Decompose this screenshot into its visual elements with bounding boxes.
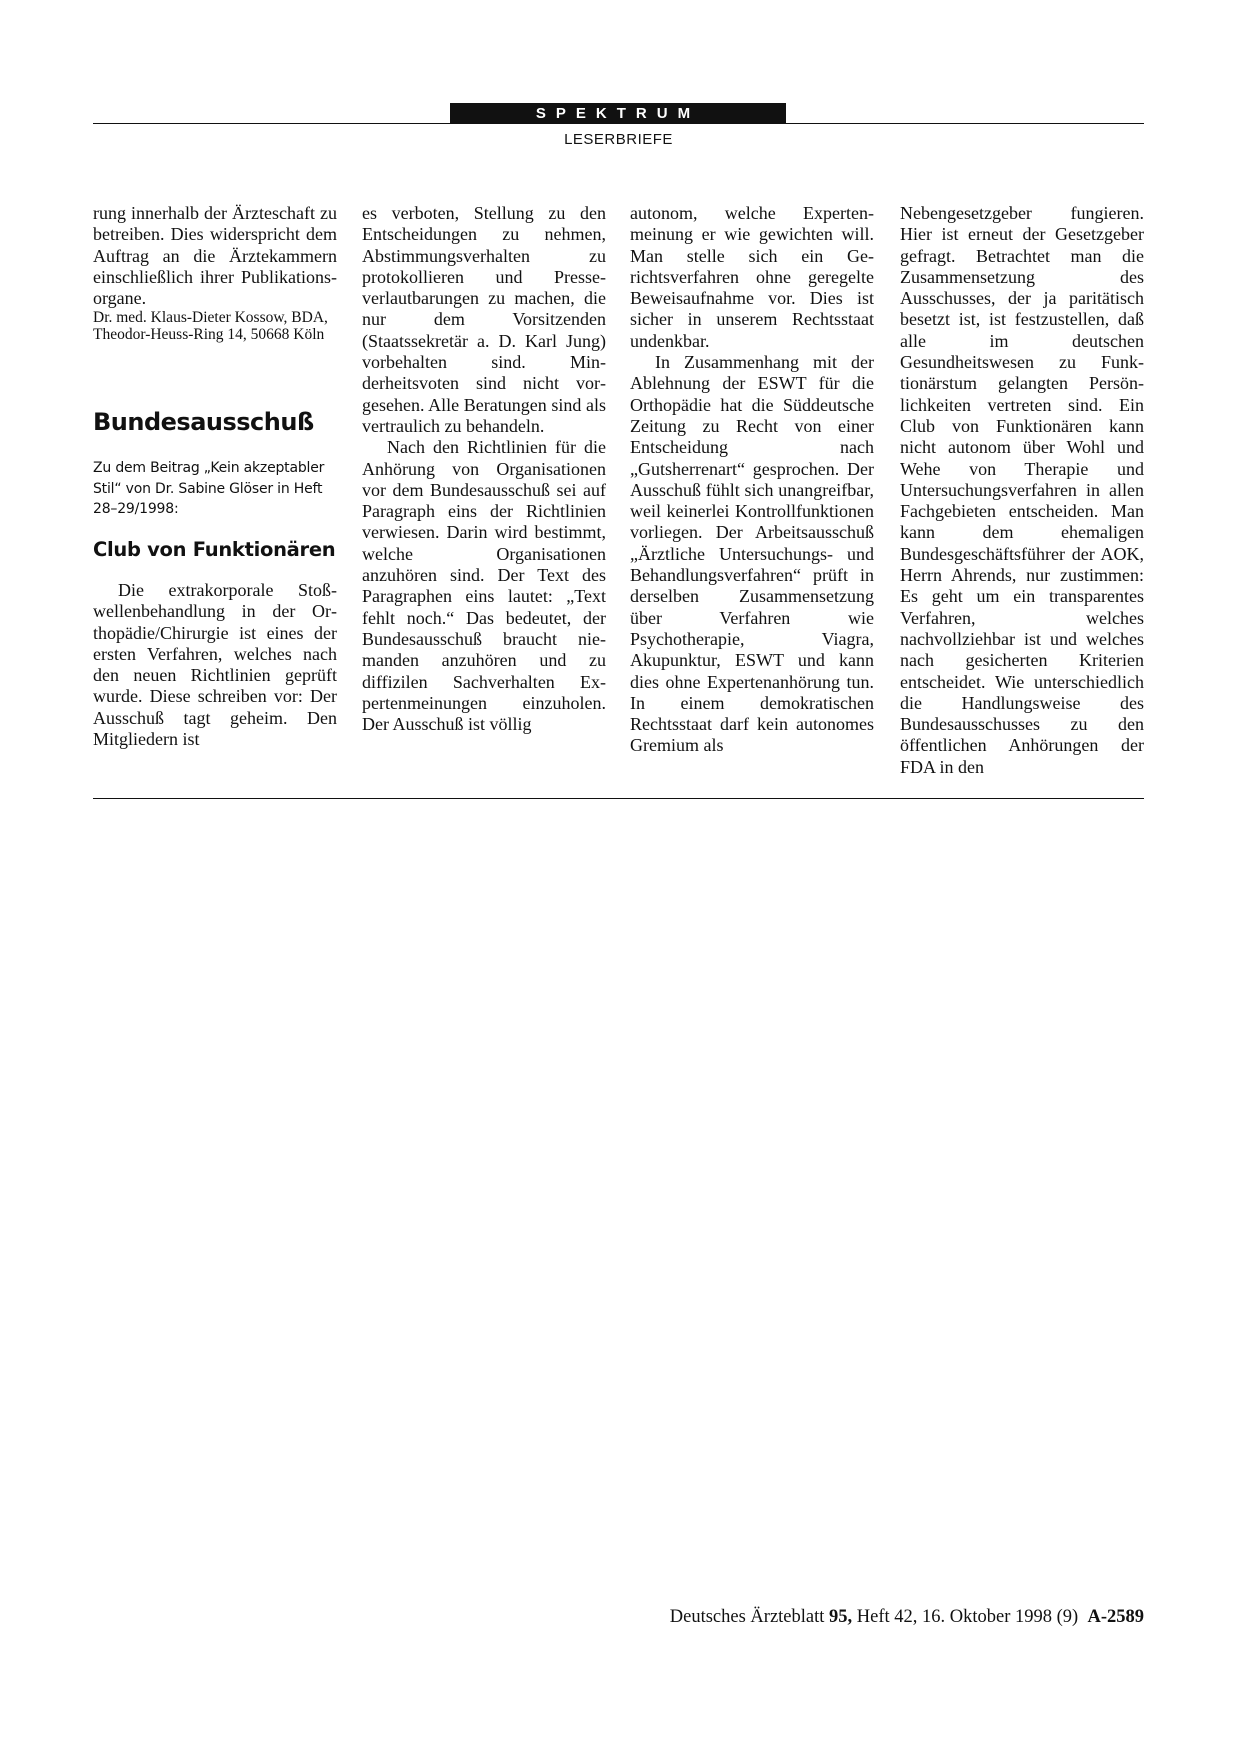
article-reference: Zu dem Beitrag „Kein akzeptabler Stil“ von Dr. Sabine Glöser in Heft 28–29/1998:	[93, 460, 325, 518]
letter-subheadline: Club von Funktionären	[93, 537, 336, 561]
column-4	[900, 203, 1144, 778]
section-title: SPEKTRUM	[535, 105, 701, 122]
journal-name: Deutsches Ärzteblatt	[669, 1607, 825, 1627]
page-number: A-2589	[1087, 1607, 1144, 1627]
article-headline: Bundesausschuß	[93, 408, 314, 437]
section-banner	[450, 103, 786, 124]
issue-info: Heft 42, 16. Oktober 1998 (9)	[856, 1607, 1079, 1627]
journal-volume: 95,	[829, 1607, 853, 1627]
letter-paragraph: Nach den Richtlinien für die Anhörung von Organisationen vor dem Bundesausschuß sei auf Paragraph eins der Richtlinien verwiesen. Darin wird bestimmt, welche Organisationen anzuhören sind. Der Text des Paragraphen eins lautet: „Text fehlt noch.“ Das bedeutet, der Bundesausschuß braucht niemanden anzuhören und zu diffizilen Sachverhalten Expertenmeinungen einzuholen. Der Ausschuß ist völlig	[362, 437, 606, 735]
column-3	[630, 203, 874, 757]
letter-paragraph: In Zusammenhang mit der Ablehnung der ESWT für die Orthopädie hat die Süddeutsche Zeitung zu Recht von einer Entscheidung nach „Gutsherrenart“ gesprochen. Der Ausschuß fühlt sich unangreifbar, weil keinerlei Kontrollfunktionen vorliegen. Der Arbeitsausschuß „Ärztliche Untersuchungs- und Behandlungsverfahren“ prüft in derselben Zusammensetzung über Verfahren wie Psychotherapie, Viagra, Akupunktur, ESWT und kann dies ohne Expertenanhörung tun. In einem demokratischen Rechtsstaat darf kein autonomes Gremium als	[630, 352, 874, 756]
letter-signature: Dr. med. Klaus-Dieter Kossow, BDA, Theodor-Heuss-Ring 14, 50668 Köln	[93, 309, 328, 344]
letter-paragraph: autonom, welche Expertenmeinung er wie gewichten will. Man stelle sich ein Gerichtsverfahren ohne geregelte Beweisaufnahme vor. Dies ist sicher in unserem Rechtsstaat undenkbar.	[630, 203, 874, 351]
page-footer	[670, 1607, 1144, 1628]
column-2	[362, 203, 606, 735]
subsection-title: LESERBRIEFE	[564, 131, 673, 148]
header-rule	[93, 123, 1144, 124]
column-1	[93, 203, 337, 750]
letter-end-text: rung innerhalb der Ärzteschaft zu betreiben. Dies widerspricht dem Auftrag an die Ärztekammern einschließlich ihrer Publikationsorgane.	[93, 203, 337, 309]
letter-paragraph: Die extrakorporale Stoßwellenbehandlung in der Orthopädie/Chirurgie ist eines der ersten Verfahren, welches nach den neuen Richtlinien geprüft wurde. Diese schreiben vor: Der Ausschuß tagt geheim. Den Mitgliedern ist	[93, 579, 337, 750]
bottom-rule	[93, 798, 1144, 799]
letter-paragraph: es verboten, Stellung zu den Entscheidungen zu nehmen, Abstimmungsverhalten zu protokollieren und Presseverlautbarungen zu machen, die nur dem Vorsitzenden (Staatssekretär a. D. Karl Jung) vorbehalten sind. Minderheitsvoten sind nicht vorgesehen. Alle Beratungen sind als vertraulich zu behandeln.	[362, 203, 606, 436]
letter-paragraph: Nebengesetzgeber fungieren. Hier ist erneut der Gesetzgeber gefragt. Betrachtet man die Zusammensetzung des Ausschusses, der ja paritätisch besetzt ist, ist festzustellen, daß alle im deutschen Gesundheitswesen zu Funktionärstum gelangten Persönlichkeiten vertreten sind. Ein Club von Funktionären kann nicht autonom über Wohl und Wehe von Therapie und Untersuchungsverfahren in allen Fachgebieten entscheiden. Man kann dem ehemaligen Bundesgeschäftsführer der AOK, Herrn Ahrends, nur zustimmen: Es geht um ein transparentes Verfahren, welches nachvollziehbar ist und welches nach gesicherten Kriterien entscheidet. Wie unterschiedlich die Handlungsweise des Bundesausschusses zu den öffentlichen Anhörungen der FDA in den	[900, 203, 1144, 777]
